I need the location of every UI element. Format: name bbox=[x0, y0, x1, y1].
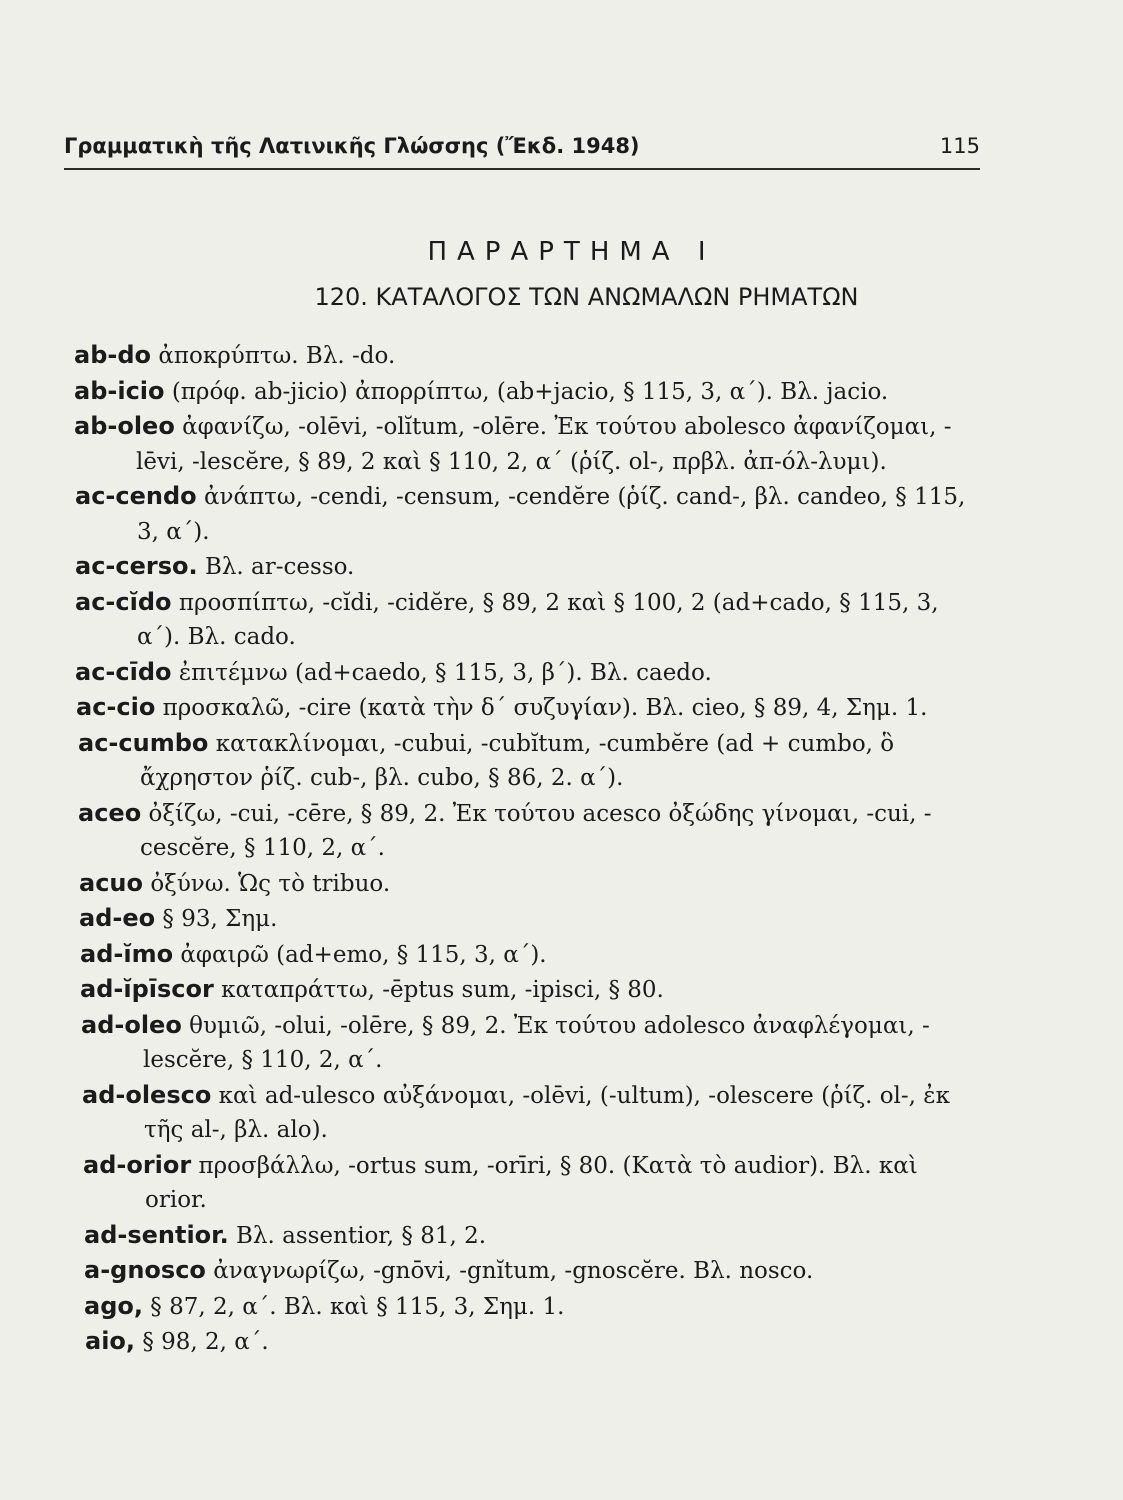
entry bbox=[0, 338, 914, 374]
entry bbox=[0, 726, 982, 796]
page-number: 115 bbox=[939, 134, 980, 158]
entry-lemma: ad-orior bbox=[83, 1150, 192, 1179]
entry-text: ἐπιτέμνω (ad+caedo, § 115, 3, β΄). Βλ. caedo. bbox=[178, 659, 712, 686]
entry-lemma: ad-eo bbox=[79, 904, 156, 932]
entry-text: ὀξύνω. Ὡς τὸ tribuo. bbox=[150, 870, 391, 897]
entry bbox=[0, 690, 980, 726]
entry-text: καὶ ad-ulesco αὐξάνομαι, -olēvi, (-ultum), -olescere (ῥίζ. ol-, ἐκ τῆς al-, βλ. alo). bbox=[144, 1082, 951, 1143]
entry bbox=[0, 1078, 982, 1148]
entry-lemma: ab-do bbox=[74, 341, 152, 369]
entry bbox=[0, 866, 941, 902]
entry-text: ἀνάπτω, -cendi, -censum, -cendĕre (ῥίζ. cand-, βλ. candeo, § 115, 3, α΄). bbox=[137, 484, 966, 545]
entry-lemma: ac-cumbo bbox=[78, 728, 209, 757]
entry-text: κατακλίνομαι, -cubui, -cubĭtum, -cumbĕre (ad + cumbo, ὃ ἄχρηστον ῥίζ. cub-, βλ. cubo, § 86, 2. α΄). bbox=[140, 730, 895, 791]
entry-lemma: acuo bbox=[79, 868, 143, 897]
entry-text: (πρόφ. ab-jicio) ἀπορρίπτω, (ab+jacio, § 115, 3, α΄). Βλ. jacio. bbox=[171, 378, 889, 405]
entry-text: § 87, 2, α΄. Βλ. καὶ § 115, 3, Σημ. 1. bbox=[150, 1293, 565, 1320]
verb-list bbox=[0, 338, 1123, 1360]
entry bbox=[0, 1324, 985, 1360]
entry-lemma: ad-olesco bbox=[82, 1080, 212, 1109]
entry-lemma: ad-ĭpīscor bbox=[80, 975, 214, 1003]
section-title: 120. ΚΑΤΑΛΟΓΟΣ ΤΩΝ ΑΝΩΜΑΛΩΝ ΡΗΜΑΤΩΝ bbox=[314, 283, 859, 311]
entry-text: προσκαλῶ, -cire (κατὰ τὴν δ΄ συζυγίαν). Βλ. cieo, § 89, 4, Σημ. 1. bbox=[162, 695, 928, 721]
entry-lemma: ac-cio bbox=[76, 693, 156, 721]
entry bbox=[0, 409, 980, 479]
entry-lemma: ago, bbox=[84, 1291, 143, 1320]
entry bbox=[0, 796, 982, 866]
entry bbox=[0, 655, 980, 691]
entry-lemma: aio, bbox=[85, 1327, 136, 1355]
entry bbox=[0, 972, 982, 1008]
entry-lemma: ad-sentior. bbox=[84, 1220, 229, 1249]
entry-text: § 93, Σημ. bbox=[162, 906, 278, 932]
entry-lemma: ac-cerso. bbox=[75, 552, 198, 580]
entry bbox=[0, 374, 978, 410]
entry-lemma: ad-ĭmo bbox=[80, 939, 174, 968]
entry-text: θυμιῶ, -olui, -olēre, § 89, 2. Ἐκ τούτου adolesco ἀναφλέγομαι, -lescĕre, § 110, 2, α΄. bbox=[143, 1012, 930, 1073]
entry-text: § 98, 2, α΄. bbox=[142, 1329, 269, 1355]
entry bbox=[0, 937, 942, 973]
entry-lemma: ad-oleo bbox=[81, 1010, 182, 1039]
entry-text: ἀναγνωρίζω, -gnōvi, -gnĭtum, -gnoscĕre. Βλ. nosco. bbox=[213, 1258, 814, 1284]
entry bbox=[0, 585, 980, 655]
entry-text: ἀφανίζω, -olēvi, -olĭtum, -olēre. Ἐκ τούτου abolesco ἀφανίζομαι, -lēvi, -lescĕre, § 89, 2 καὶ § 110, 2, α΄ (ῥίζ. ol-, πρβλ. ἀπ-όλ-λυμι). bbox=[136, 414, 952, 475]
entry bbox=[0, 901, 941, 937]
entry-text: ἀποκρύπτω. Βλ. -do. bbox=[158, 343, 396, 369]
running-title: Γραμματικὴ τῆς Λατινικῆς Γλώσσης (Ἔκδ. 1948) bbox=[64, 134, 640, 158]
entry bbox=[0, 1008, 983, 1078]
entry bbox=[0, 1148, 983, 1218]
entry-lemma: aceo bbox=[78, 798, 142, 827]
entry-text: Βλ. ar-cesso. bbox=[204, 554, 355, 580]
page-header bbox=[64, 134, 980, 170]
entry bbox=[0, 1253, 984, 1289]
entry bbox=[0, 1289, 984, 1325]
entry-text: ἀφαιρῶ (ad+emo, § 115, 3, α΄). bbox=[180, 941, 547, 968]
entry bbox=[0, 1218, 984, 1254]
entry-text: καταπράττω, -ēptus sum, -ipisci, § 80. bbox=[221, 977, 664, 1003]
entry-lemma: ac-cendo bbox=[75, 482, 197, 510]
entry-text: προσβάλλω, -ortus sum, -orīri, § 80. (Κατὰ τὸ audior). Βλ. καὶ orior. bbox=[145, 1152, 918, 1213]
appendix-title: ΠΑΡΑΡΤΗΜΑ Ι bbox=[427, 237, 716, 267]
entry-text: Βλ. assentior, § 81, 2. bbox=[236, 1222, 487, 1249]
entry-text: ὀξίζω, -cui, -cēre, § 89, 2. Ἐκ τούτου acesco ὀξώδης γίνομαι, -cui, -cescĕre, § 110, 2, α΄. bbox=[140, 800, 932, 861]
entry bbox=[0, 549, 937, 585]
entry-lemma: ac-cĭdo bbox=[75, 587, 172, 616]
entry-lemma: ac-cīdo bbox=[75, 657, 172, 686]
entry-lemma: ab-oleo bbox=[74, 412, 175, 440]
entry-lemma: ab-icio bbox=[74, 376, 165, 405]
entry-lemma: a-gnosco bbox=[84, 1256, 206, 1284]
entry bbox=[0, 479, 980, 549]
entry-text: προσπίπτω, -cĭdi, -cidĕre, § 89, 2 καὶ § 100, 2 (ad+cado, § 115, 3, α΄). Βλ. cado. bbox=[137, 589, 939, 650]
